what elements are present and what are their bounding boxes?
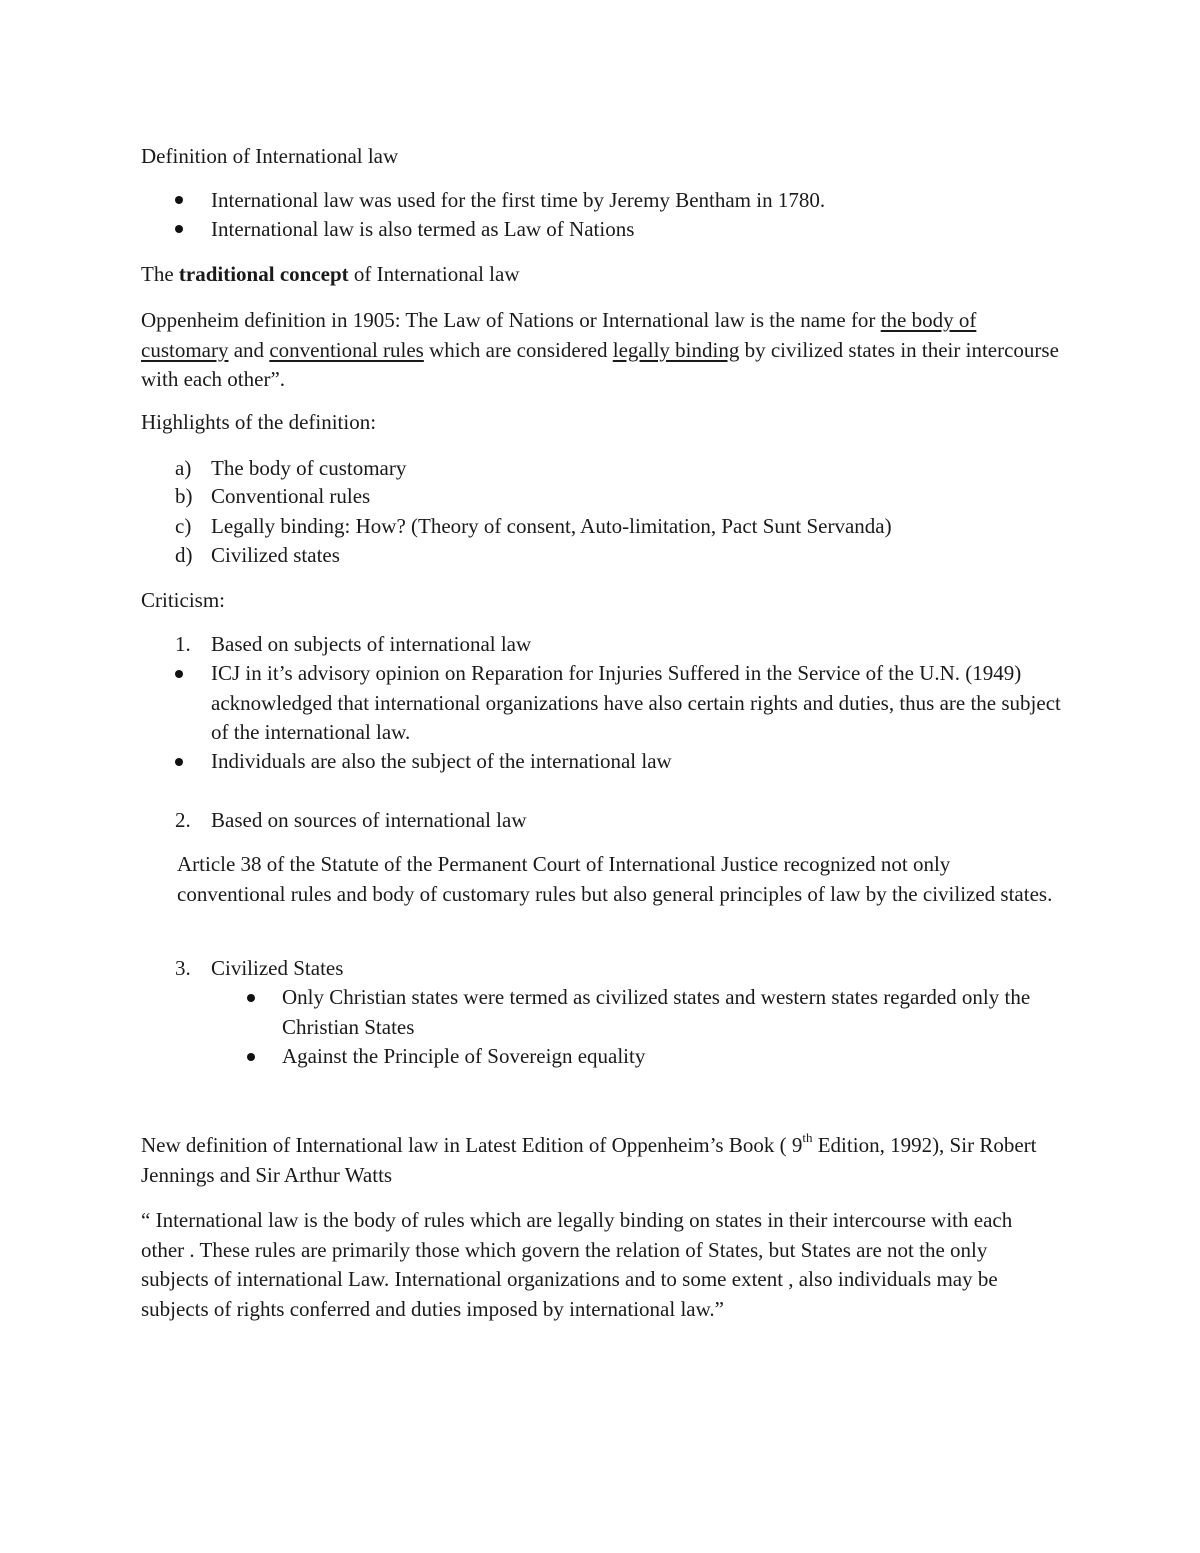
oppenheim-definition: Oppenheim definition in 1905: The Law of Nations or International law is the name for the body of customary and conventional rules which are considered legally binding by civilized states in their intercourse with each other”. [141,308,1059,391]
sovereign-equality-bullet: Against the Principle of Sovereign equality [282,1044,646,1068]
intro-bullet-2: International law is also termed as Law of Nations [211,217,635,241]
highlights-title: Highlights of the definition: [141,410,377,434]
bullet-icon [175,225,183,233]
individuals-bullet: Individuals are also the subject of the international law [211,749,672,773]
heading: Definition of International law [141,144,399,168]
criticism-marker: 2. [175,808,191,832]
criticism-item-2: Based on sources of international law [211,808,527,832]
highlight-marker: b) [175,484,193,508]
highlight-item: Conventional rules [211,484,371,508]
bullet-icon [175,758,183,766]
criticism-item-3: Civilized States [211,956,344,980]
criticism-item-1: Based on subjects of international law [211,632,532,656]
highlight-marker: d) [175,543,193,567]
new-definition-quote: “ International law is the body of rules which are legally binding on states in their intercourse with each other . These rules are primarily those which govern the relation of States, but States are not the only subjects of international Law. International organizations and to some extent , also individuals may be subjects of rights conferred and duties imposed by international law.” [141,1208,1013,1321]
highlight-marker: a) [175,456,192,480]
highlight-marker: c) [175,514,192,538]
icj-bullet: ICJ in it’s advisory opinion on Reparation for Injuries Suffered in the Service of the U.N. (1949) acknowledged that international organizations have also certain rights and duties, thus are the subject of the international law. [211,661,1061,744]
bullet-icon [175,670,183,678]
criticism-marker: 1. [175,632,191,656]
highlight-item: Civilized states [211,543,340,567]
intro-bullet-1: International law was used for the first time by Jeremy Bentham in 1780. [211,188,826,212]
bullet-icon [247,1053,255,1061]
new-definition-heading: New definition of International law in Latest Edition of Oppenheim’s Book ( 9th Edition, 1992), Sir Robert Jennings and Sir Arthur Watts [141,1130,1037,1187]
highlight-item: The body of customary [211,456,407,480]
article-38-paragraph: Article 38 of the Statute of the Permanent Court of International Justice recognized not only conventional rules and body of customary rules but also general principles of law by the civilized states. [177,852,1053,906]
christian-states-bullet: Only Christian states were termed as civilized states and western states regarded only the Christian States [282,985,1031,1039]
criticism-marker: 3. [175,956,191,980]
bullet-icon [175,196,183,204]
criticism-title: Criticism: [141,588,225,612]
highlight-item: Legally binding: How? (Theory of consent, Auto-limitation, Pact Sunt Servanda) [211,514,892,538]
traditional-concept-heading: The traditional concept of International law [141,262,520,286]
bullet-icon [247,994,255,1002]
